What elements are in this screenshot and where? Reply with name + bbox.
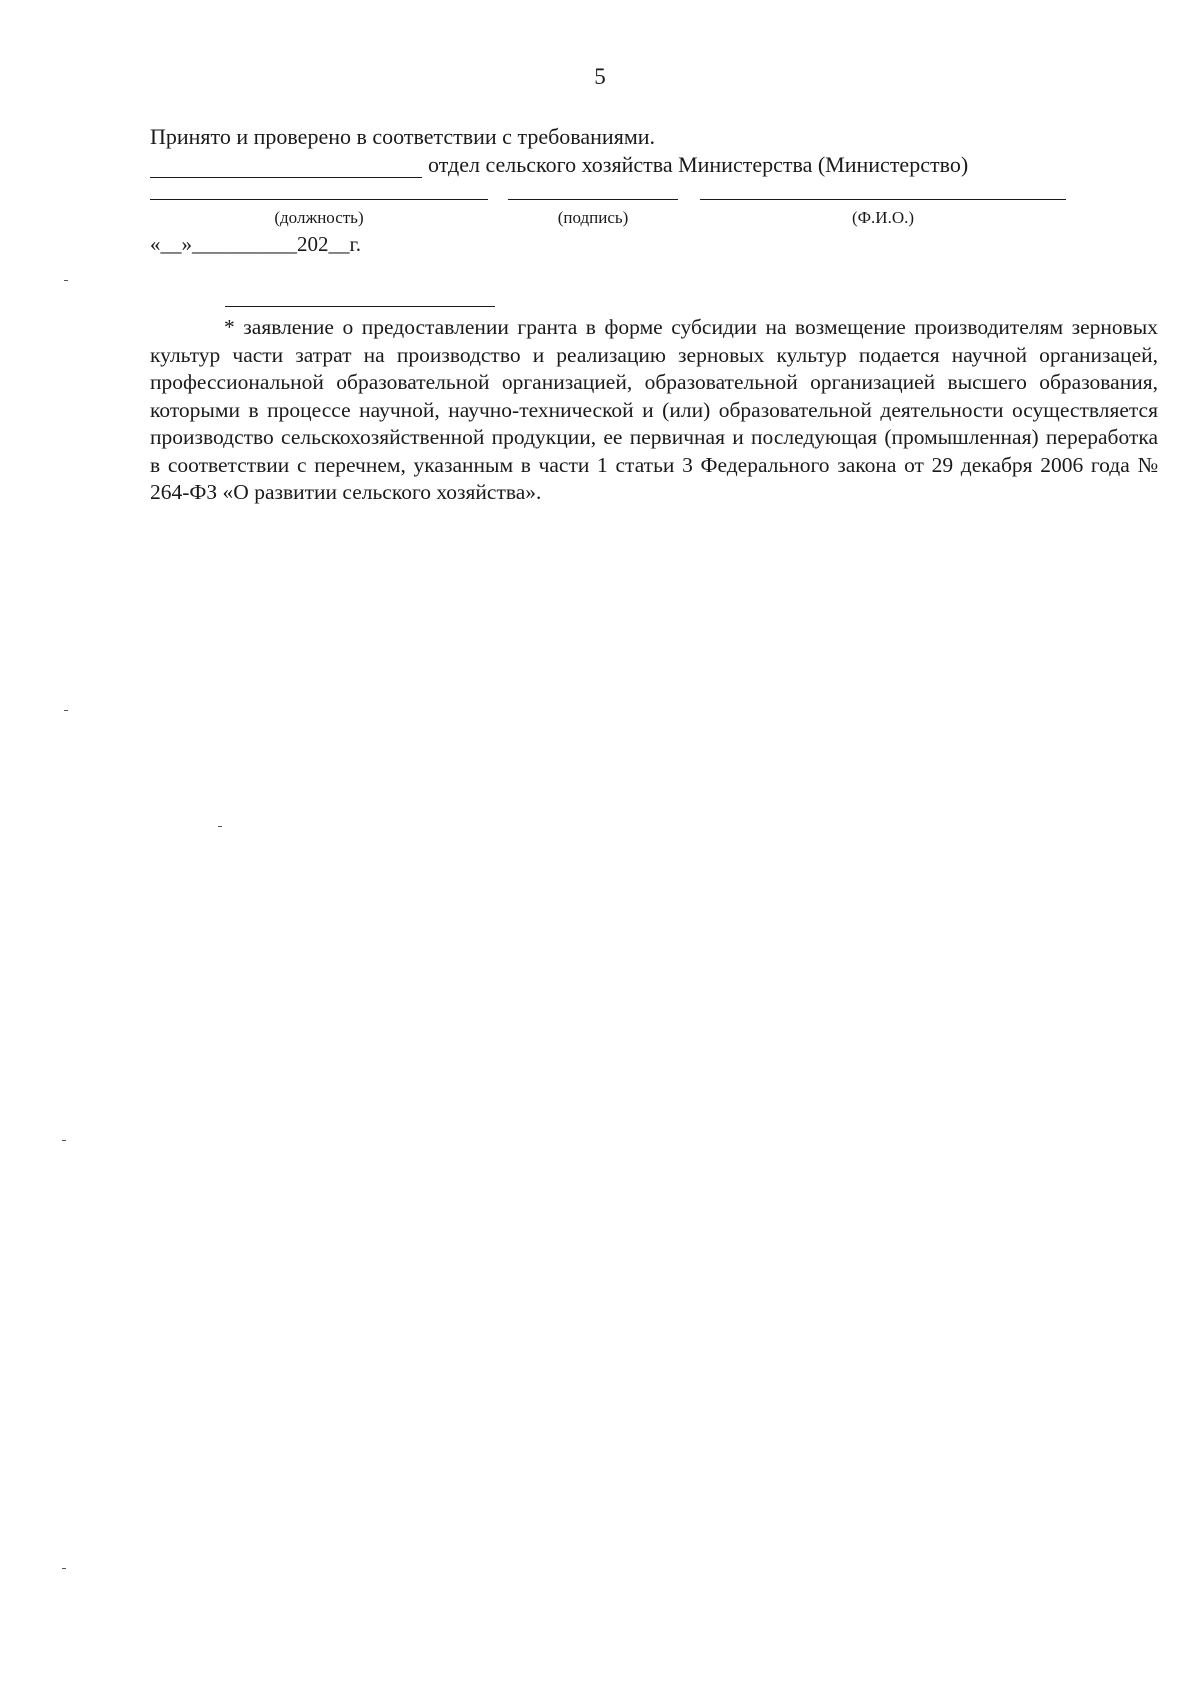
name-line: [700, 199, 1066, 200]
scan-speck: [64, 710, 68, 711]
department-name: отдел сельского хозяйства Министерства (Министерство): [428, 152, 969, 177]
scan-speck: [62, 1568, 66, 1569]
footnote-text: * заявление о предоставлении гранта в форме субсидии на возмещение производителям зерновых культур части затрат на производство и реализацию зерновых культур подается научной организацей, профессиональной образовательной организацией, образовательной организацией высшего образования, которыми в процессе научной, научно-технической и (или) образовательной деятельности осуществляется производство сельскохозяйственной продукции, ее первичная и последующая (промышленная) переработка в соответствии с перечнем, указанным в части 1 статьи 3 Федерального закона от 29 декабря 2006 года № 264-ФЗ «О развитии сельского хозяйства».: [150, 315, 1158, 504]
page-number: 5: [594, 64, 606, 89]
position-line: [150, 199, 488, 200]
scan-speck: [62, 1140, 66, 1141]
scan-speck: [64, 280, 68, 281]
date-day-blank: __: [160, 232, 182, 256]
date-line: [150, 232, 361, 257]
signature-line: [508, 199, 678, 200]
department-blank-line: [150, 157, 422, 178]
footnote-separator: [225, 306, 495, 307]
name-label: (Ф.И.О.): [851, 208, 915, 227]
date-close-quote: »: [181, 232, 192, 256]
date-year-suffix: г.: [349, 232, 361, 256]
department-row: [150, 152, 968, 178]
date-month-blank: __________: [192, 232, 297, 256]
date-year-blank: __: [328, 232, 350, 256]
acceptance-statement: Принято и проверено в соответствии с требованиями.: [150, 124, 656, 149]
date-open-quote: «: [150, 232, 161, 256]
date-year-prefix: 202: [297, 232, 329, 256]
signature-label: (подпись): [557, 208, 629, 227]
position-label: (должность): [274, 208, 364, 227]
scan-speck: [218, 826, 222, 827]
